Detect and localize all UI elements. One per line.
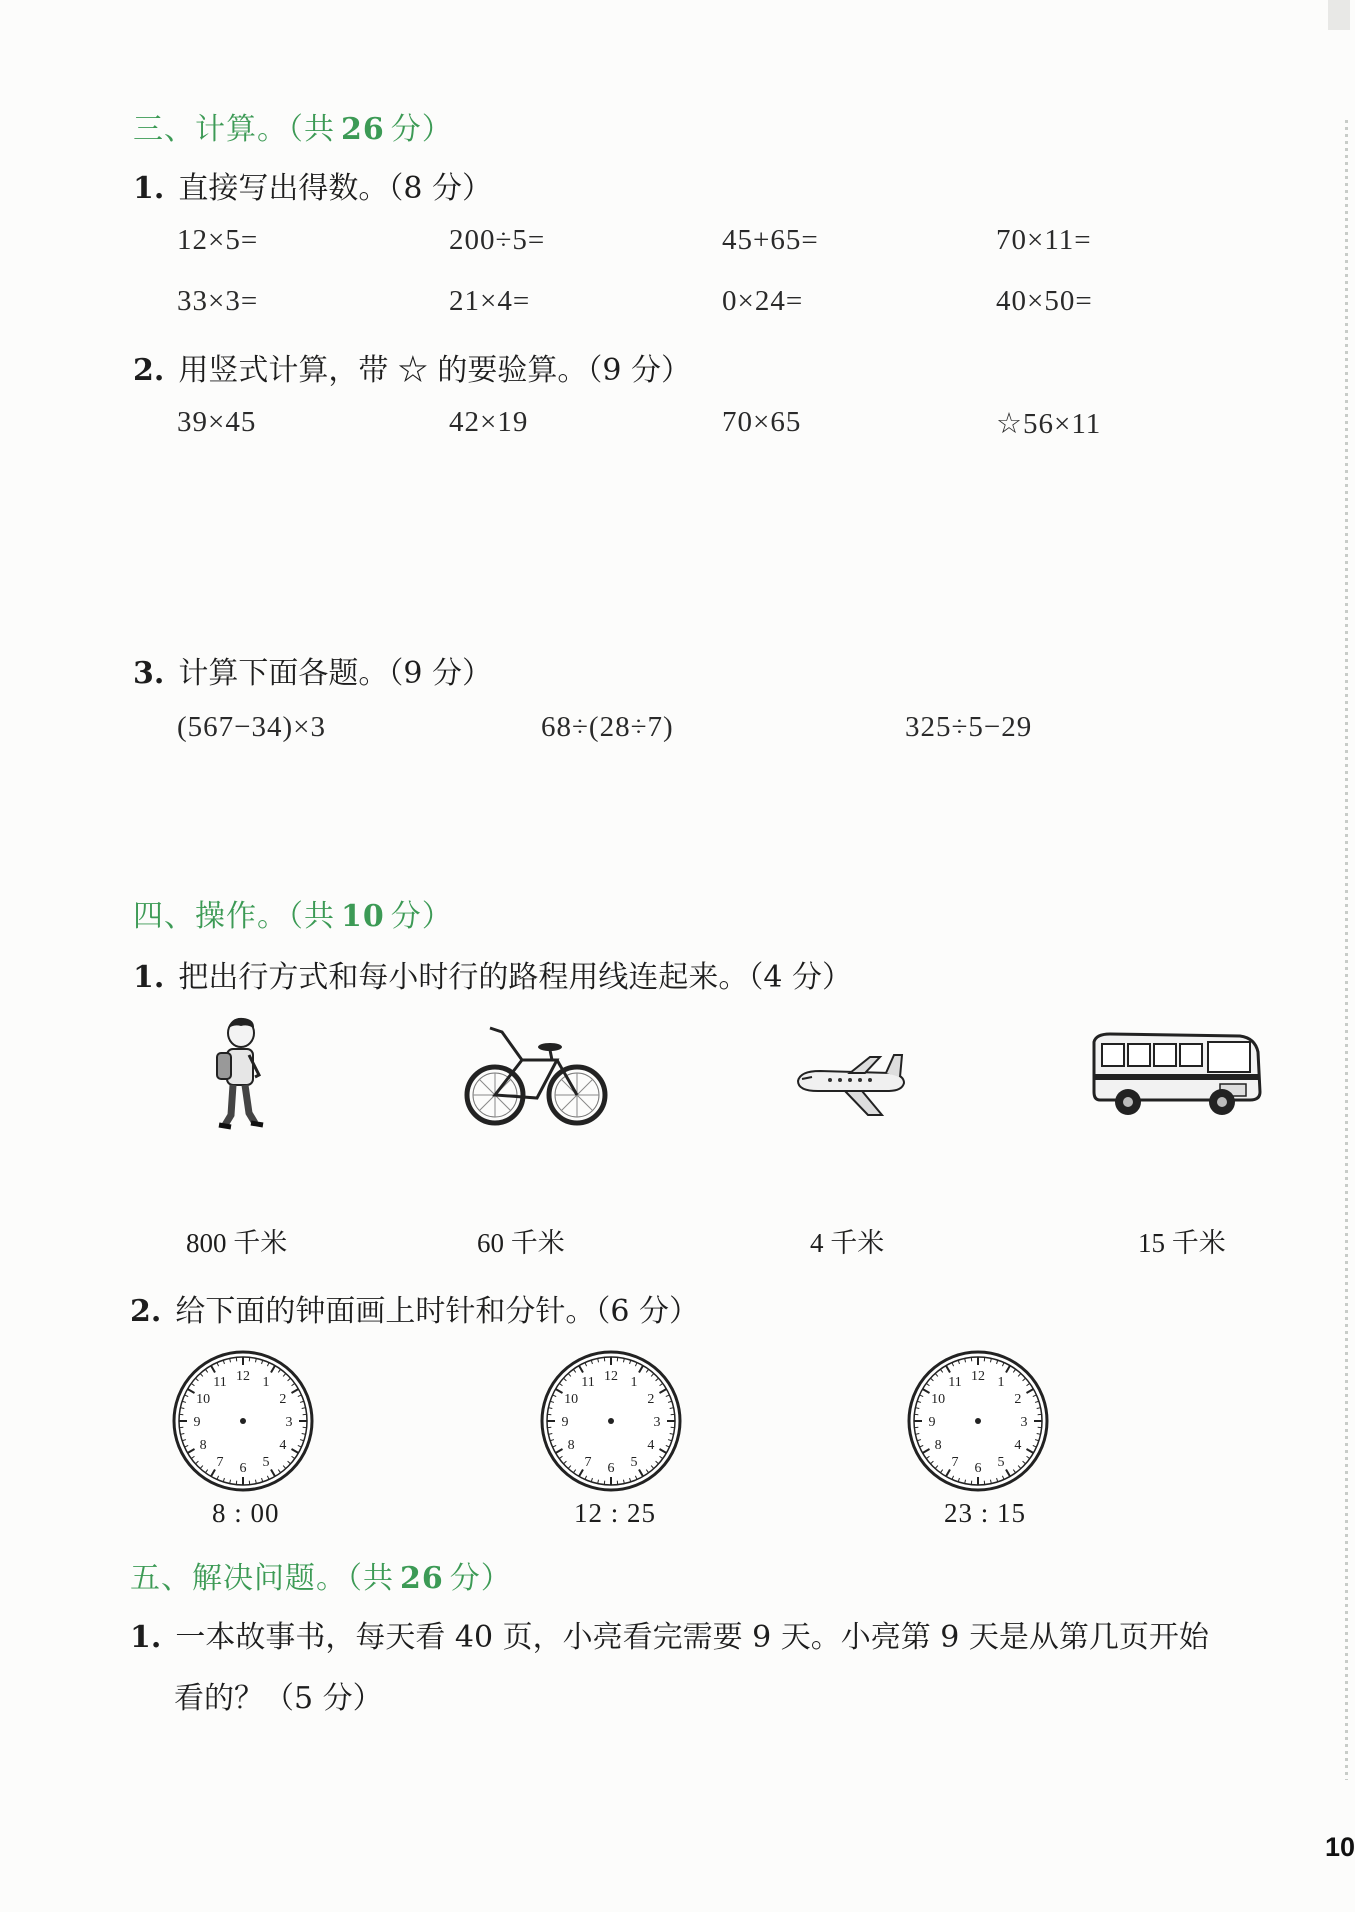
question-3-2: 2. 用竖式计算，带 ☆ 的要验算。（9 分） bbox=[133, 353, 692, 388]
distance-label-2: 60 千米 bbox=[477, 1228, 565, 1258]
svg-text:3: 3 bbox=[653, 1415, 661, 1430]
svg-text:3: 3 bbox=[285, 1415, 293, 1430]
svg-text:4: 4 bbox=[647, 1438, 655, 1453]
svg-text:10: 10 bbox=[564, 1392, 579, 1407]
svg-text:12: 12 bbox=[236, 1369, 250, 1384]
oral-calc-1: 12×5= bbox=[177, 224, 259, 256]
svg-text:12: 12 bbox=[604, 1369, 618, 1384]
section-5-heading: 五、解决问题。（共 26 分） bbox=[130, 1561, 512, 1596]
svg-text:9: 9 bbox=[561, 1415, 569, 1430]
oral-calc-5: 33×3= bbox=[177, 285, 259, 317]
svg-text:6: 6 bbox=[607, 1461, 615, 1476]
oral-calc-8: 40×50= bbox=[996, 285, 1093, 317]
svg-text:3: 3 bbox=[1020, 1415, 1028, 1430]
mixed-calc-3: 325÷5−29 bbox=[905, 711, 1033, 743]
oral-calc-6: 21×4= bbox=[449, 285, 531, 317]
svg-text:7: 7 bbox=[584, 1454, 592, 1470]
svg-text:4: 4 bbox=[279, 1438, 287, 1453]
section-3-heading: 三、计算。（共 26 分） bbox=[133, 112, 453, 147]
svg-text:1: 1 bbox=[262, 1375, 270, 1391]
question-5-1-line2: 看的？（5 分） bbox=[174, 1681, 383, 1716]
svg-text:6: 6 bbox=[239, 1461, 247, 1476]
svg-text:8: 8 bbox=[199, 1438, 207, 1453]
question-3-1: 1. 直接写出得数。（8 分） bbox=[133, 171, 492, 206]
clock-face-2[interactable] bbox=[539, 1349, 683, 1493]
svg-text:7: 7 bbox=[216, 1454, 224, 1470]
question-4-2: 2. 给下面的钟面画上时针和分针。（6 分） bbox=[130, 1294, 699, 1329]
question-5-1: 1. 一本故事书，每天看 40 页，小亮看完需要 9 天。小亮第 9 天是从第几页开始 bbox=[130, 1620, 1209, 1655]
vertical-calc-4: ☆56×11 bbox=[996, 408, 1102, 440]
oral-calc-2: 200÷5= bbox=[449, 224, 546, 256]
distance-label-1: 800 千米 bbox=[186, 1228, 288, 1258]
clock-time-1: 8 : 00 bbox=[212, 1498, 280, 1528]
question-3-3: 3. 计算下面各题。（9 分） bbox=[133, 656, 492, 691]
svg-text:11: 11 bbox=[948, 1375, 962, 1391]
svg-text:6: 6 bbox=[974, 1461, 982, 1476]
svg-text:2: 2 bbox=[1014, 1392, 1022, 1407]
svg-text:9: 9 bbox=[193, 1415, 201, 1430]
page-number: 10 bbox=[1325, 1832, 1355, 1862]
vertical-calc-2: 42×19 bbox=[449, 406, 529, 438]
vertical-calc-1: 39×45 bbox=[177, 406, 257, 438]
clock-face-1[interactable] bbox=[171, 1349, 315, 1493]
bus-icon bbox=[1090, 1032, 1265, 1117]
margin-dotted-line bbox=[1345, 120, 1348, 1780]
svg-text:2: 2 bbox=[647, 1392, 655, 1407]
svg-text:7: 7 bbox=[951, 1454, 959, 1470]
svg-text:11: 11 bbox=[213, 1375, 227, 1391]
oral-calc-3: 45+65= bbox=[722, 224, 819, 256]
question-4-1: 1. 把出行方式和每小时行的路程用线连起来。（4 分） bbox=[133, 960, 852, 995]
oral-calc-7: 0×24= bbox=[722, 285, 804, 317]
svg-text:8: 8 bbox=[567, 1438, 575, 1453]
svg-text:10: 10 bbox=[931, 1392, 946, 1407]
vertical-calc-3: 70×65 bbox=[722, 406, 802, 438]
svg-text:5: 5 bbox=[262, 1454, 270, 1470]
top-edge-mark bbox=[1328, 0, 1350, 30]
distance-label-3: 4 千米 bbox=[810, 1228, 885, 1258]
oral-calc-4: 70×11= bbox=[996, 224, 1092, 256]
distance-label-4: 15 千米 bbox=[1138, 1228, 1226, 1258]
clock-time-2: 12 : 25 bbox=[574, 1498, 657, 1528]
svg-text:5: 5 bbox=[997, 1454, 1005, 1470]
airplane-icon bbox=[790, 1047, 910, 1122]
svg-text:10: 10 bbox=[196, 1392, 211, 1407]
walking-person-icon bbox=[205, 1015, 275, 1133]
svg-text:9: 9 bbox=[928, 1415, 936, 1430]
bicycle-icon bbox=[462, 1020, 612, 1130]
clock-time-3: 23 : 15 bbox=[944, 1498, 1027, 1528]
svg-text:1: 1 bbox=[630, 1375, 638, 1391]
mixed-calc-1: (567−34)×3 bbox=[177, 711, 327, 743]
svg-text:12: 12 bbox=[971, 1369, 985, 1384]
svg-text:4: 4 bbox=[1014, 1438, 1022, 1453]
svg-text:2: 2 bbox=[279, 1392, 287, 1407]
svg-text:8: 8 bbox=[934, 1438, 942, 1453]
mixed-calc-2: 68÷(28÷7) bbox=[541, 711, 674, 743]
svg-text:1: 1 bbox=[997, 1375, 1005, 1391]
section-4-heading: 四、操作。（共 10 分） bbox=[133, 899, 453, 934]
svg-text:11: 11 bbox=[581, 1375, 595, 1391]
svg-text:5: 5 bbox=[630, 1454, 638, 1470]
clock-face-3[interactable] bbox=[906, 1349, 1050, 1493]
